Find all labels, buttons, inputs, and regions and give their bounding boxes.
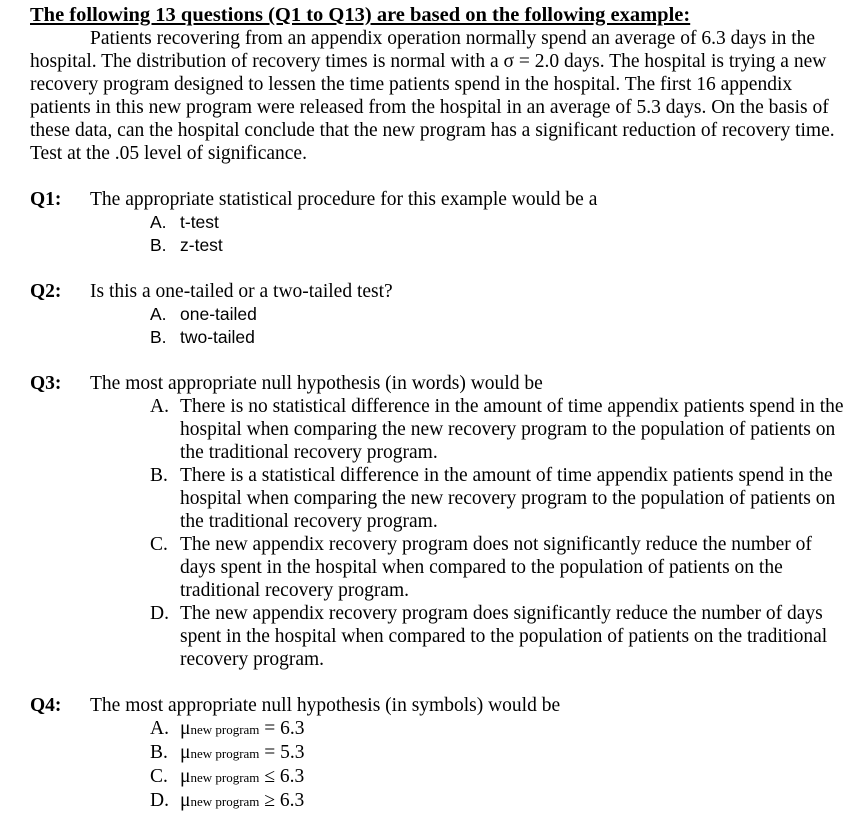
question-text: The most appropriate null hypothesis (in symbols) would be	[90, 695, 561, 716]
option-letter: B.	[150, 465, 168, 486]
hypothesis-relation: ≤ 6.3	[264, 766, 305, 787]
option-letter: D.	[150, 790, 169, 811]
option-letter: A.	[150, 212, 167, 232]
option-c	[150, 765, 850, 789]
option-text: t-test	[180, 212, 219, 232]
answer-options	[30, 211, 850, 257]
question-text: Is this a one-tailed or a two-tailed test?	[90, 281, 393, 302]
mu-symbol: μ	[180, 790, 191, 811]
document-page	[30, 4, 850, 813]
answer-options	[30, 717, 850, 813]
question-text: The appropriate statistical procedure for this example would be a	[90, 189, 598, 210]
question-3	[30, 372, 850, 671]
option-text: two-tailed	[180, 327, 255, 347]
hypothesis-relation: = 5.3	[264, 742, 305, 763]
option-letter: A.	[150, 396, 169, 417]
option-b	[150, 234, 850, 257]
option-b	[150, 464, 850, 533]
option-letter: C.	[150, 766, 168, 787]
question-number: Q2:	[30, 281, 62, 302]
mu-subscript: new program	[190, 746, 260, 761]
question-1	[30, 188, 850, 257]
section-heading: The following 13 questions (Q1 to Q13) are based on the following example:	[30, 4, 691, 26]
hypothesis-relation: ≥ 6.3	[264, 790, 305, 811]
option-letter: B.	[150, 327, 167, 347]
answer-options	[30, 395, 850, 671]
mu-subscript: new program	[190, 794, 260, 809]
option-c	[150, 533, 850, 602]
question-number: Q4:	[30, 695, 62, 716]
option-d	[150, 789, 850, 813]
question-2	[30, 280, 850, 349]
option-text: The new appendix recovery program does significantly reduce the number of days spent in the hospital when compared to the population of patients on the traditional recovery program.	[180, 603, 828, 670]
hypothesis-relation: = 6.3	[264, 718, 305, 739]
example-paragraph: Patients recovering from an appendix operation normally spend an average of 6.3 days in the hospital. The distribution of recovery times is normal with a σ = 2.0 days. The hospital is trying a new recovery program designed to lessen the time patients spend in the hospital. The first 16 appendix patients in this new program were released from the hospital in an average of 5.3 days. On the basis of these data, can the hospital conclude that the new program has a significant reduction of recovery time. Test at the .05 level of significance.	[30, 28, 835, 164]
option-a	[150, 303, 850, 326]
option-b	[150, 741, 850, 765]
option-a	[150, 211, 850, 234]
question-number: Q3:	[30, 373, 62, 394]
mu-subscript: new program	[190, 770, 260, 785]
option-letter: B.	[150, 235, 167, 255]
mu-subscript: new program	[190, 722, 260, 737]
question-text: The most appropriate null hypothesis (in words) would be	[90, 373, 543, 394]
option-letter: C.	[150, 534, 168, 555]
option-text: There is a statistical difference in the amount of time appendix patients spend in the hospital when comparing the new recovery program to the population of patients on the traditional recovery program.	[180, 465, 836, 532]
mu-symbol: μ	[180, 718, 191, 739]
option-text: one-tailed	[180, 304, 257, 324]
option-b	[150, 326, 850, 349]
mu-symbol: μ	[180, 742, 191, 763]
question-4	[30, 694, 850, 813]
option-a	[150, 395, 850, 464]
option-d	[150, 602, 850, 671]
answer-options	[30, 303, 850, 349]
option-text: The new appendix recovery program does not significantly reduce the number of days spent in the hospital when compared to the population of patients on the traditional recovery program.	[180, 534, 812, 601]
option-letter: B.	[150, 742, 168, 763]
option-text: z-test	[180, 235, 223, 255]
option-letter: A.	[150, 718, 169, 739]
question-number: Q1:	[30, 189, 62, 210]
mu-symbol: μ	[180, 766, 191, 787]
option-letter: A.	[150, 304, 167, 324]
option-text: There is no statistical difference in the amount of time appendix patients spend in the hospital when comparing the new recovery program to the population of patients on the traditional recovery program.	[180, 396, 844, 463]
option-a	[150, 717, 850, 741]
option-letter: D.	[150, 603, 169, 624]
